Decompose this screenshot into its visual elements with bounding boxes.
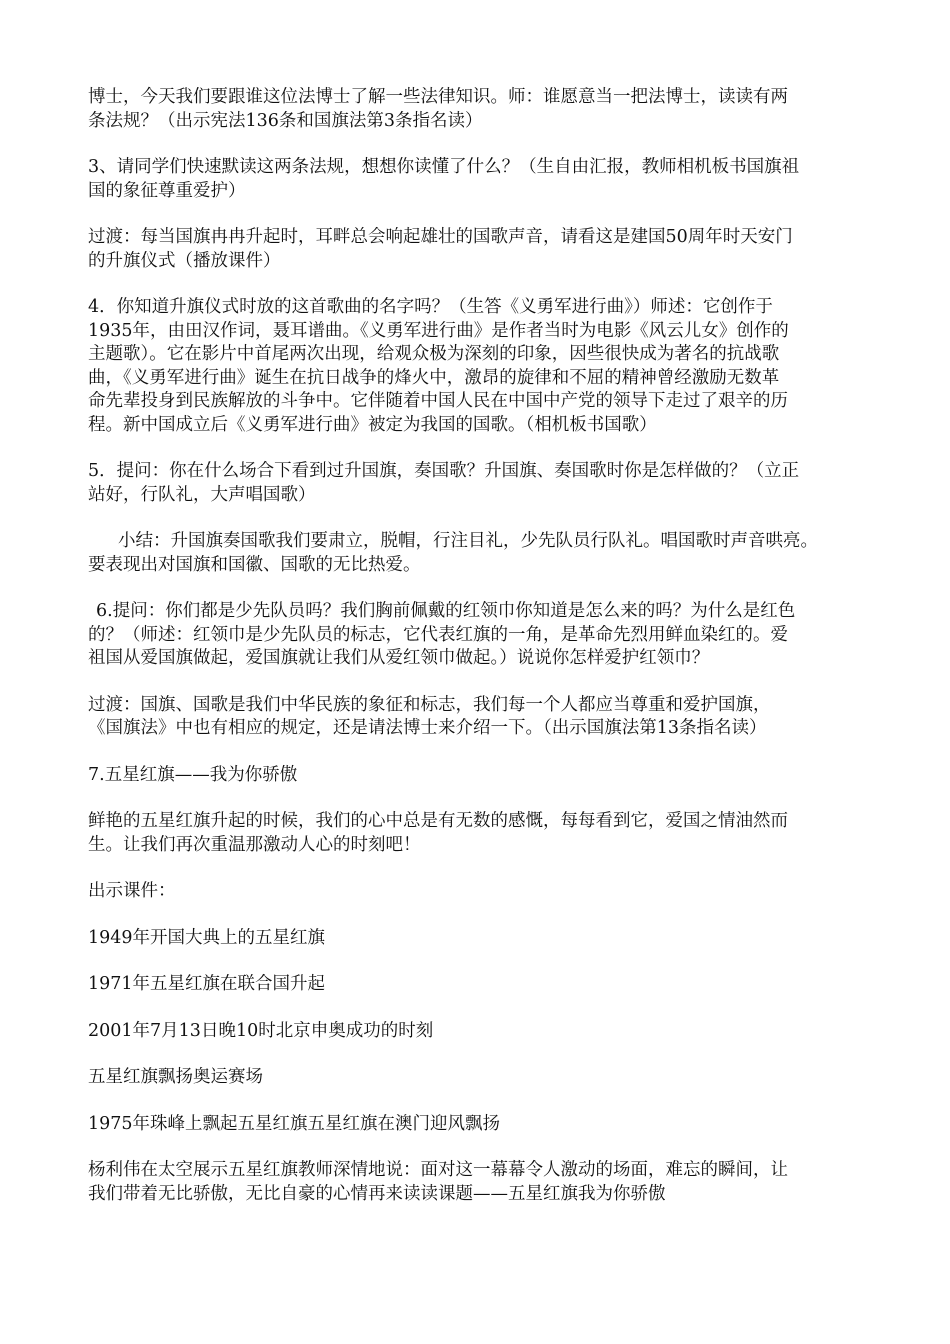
text-line: 曲，《义勇军进行曲》诞生在抗日战争的烽火中，激昂的旋律和不屈的精神曾经激励无数革 [88,367,780,388]
paragraph-transition-2 [88,694,878,741]
text-line: 3、请同学们快速默读这两条法规，想想你读懂了什么？（生自由汇报，教师相机板书国旗祖 [88,157,800,177]
text-line: 祖国从爱国旗做起，爱国旗就让我们从爱红领巾做起。）说说你怎样爱护红领巾？ [88,648,710,668]
paragraph-item-1949 [88,927,878,951]
text-line: 2001年7月13日晚10时北京申奥成功的时刻 [88,1020,434,1041]
text-line: 的？（师述：红领巾是少先队员的标志，它代表红旗的一角，是革命先烈用鲜血染红的。爱 [88,624,788,645]
paragraph-step-7-heading [88,764,878,788]
text-line: 国的象征尊重爱护） [88,180,246,201]
paragraph-item-space [88,1159,878,1206]
text-line: 程。新中国成立后《义勇军进行曲》被定为我国的国歌。（相机板书国歌） [88,414,657,435]
document-body [88,86,878,1229]
text-line: 5．提问：你在什么场合下看到过升国旗，奏国歌？升国旗、奏国歌时你是怎样做的？（立正 [88,461,800,481]
paragraph-step-3 [88,156,878,203]
text-line: 过渡：国旗、国歌是我们中华民族的象征和标志，我们每一个人都应当尊重和爱护国旗， [88,694,771,715]
text-line: 1935年，由田汉作词，聂耳谱曲。《义勇军进行曲》是作者当时为电影《风云儿女》创作的 [88,320,789,341]
text-line: 生。让我们再次重温那激动人心的时刻吧！ [88,834,421,855]
text-line: 的升旗仪式（播放课件） [88,250,281,271]
text-line: 条法规？（出示宪法136条和国旗法第3条指名读） [88,110,483,131]
text-line: 鲜艳的五星红旗升起的时候，我们的心中总是有无数的感慨，每每看到它，爱国之情油然而 [88,811,788,831]
text-line: 过渡：每当国旗冉冉升起时，耳畔总会响起雄壮的国歌声音，请看这是建国50周年时天安门 [88,227,793,247]
paragraph-summary [88,530,878,577]
text-line: 1971年五星红旗在联合国升起 [88,974,326,994]
paragraph-item-1971 [88,973,878,997]
text-line: 1949年开国大典上的五星红旗 [88,927,326,948]
paragraph-flag-rising [88,810,878,857]
text-line: 7.五星红旗——我为你骄傲 [88,764,298,785]
text-line: 五星红旗飘扬奥运赛场 [88,1067,263,1087]
text-line: 杨利伟在太空展示五星红旗教师深情地说：面对这一幕幕令人激动的场面，难忘的瞬间，让 [88,1160,788,1180]
text-line: 站好，行队礼，大声唱国歌） [88,484,316,505]
paragraph-show-courseware [88,880,878,904]
text-line: 命先辈投身到民族解放的斗争中。它伴随着中国人民在中国中产党的领导下走过了艰辛的历 [88,391,788,411]
text-line: 要表现出对国旗和国徽、国歌的无比热爱。 [88,554,421,575]
paragraph-step-6 [88,600,878,671]
text-line: 1975年珠峰上飘起五星红旗五星红旗在澳门迎风飘扬 [88,1113,501,1134]
paragraph-item-1975 [88,1113,878,1137]
paragraph-item-olympics [88,1066,878,1090]
paragraph-law-doctor [88,86,878,133]
text-line: 出示课件： [88,881,176,901]
text-line: 《国旗法》中也有相应的规定，还是请法博士来介绍一下。（出示国旗法第13条指名读） [88,718,767,738]
text-line: 4．你知道升旗仪式时放的这首歌曲的名字吗？（生答《义勇军进行曲》）师述：它创作于 [88,297,773,317]
paragraph-transition-1 [88,226,878,273]
text-line: 6.提问：你们都是少先队员吗？我们胸前佩戴的红领巾你知道是怎么来的吗？为什么是红色 [96,601,796,621]
paragraph-step-4 [88,296,878,437]
text-line: 博士，今天我们要跟谁这位法博士了解一些法律知识。师：谁愿意当一把法博士，读读有两 [88,87,788,107]
text-line: 小结：升国旗奏国歌我们要肃立，脱帽，行注目礼，少先队员行队礼。唱国歌时声音哄亮。 [118,531,818,551]
text-line: 我们带着无比骄傲，无比自豪的心情再来读读课题——五星红旗我为你骄傲 [88,1183,666,1204]
text-line: 主题歌）。它在影片中首尾两次出现，给观众极为深刻的印象，因些很快成为著名的抗战歌 [88,344,780,364]
paragraph-step-5 [88,460,878,507]
paragraph-item-2001 [88,1020,878,1044]
